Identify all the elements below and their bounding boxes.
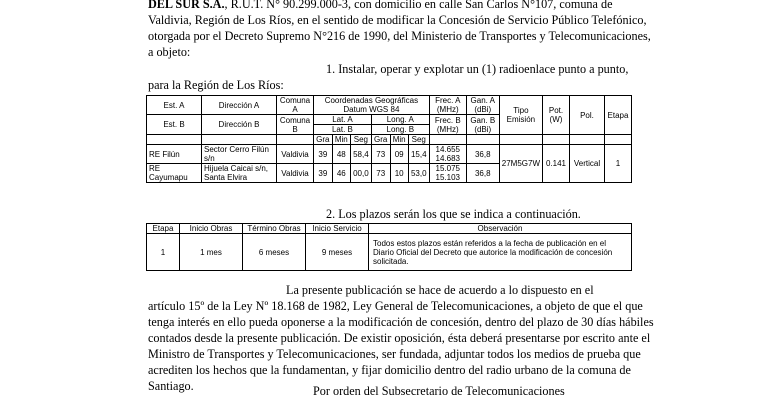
radio-link-table <box>146 95 632 183</box>
header-dir-a: Dirección A <box>202 96 277 115</box>
row2-lat-g: 39 <box>314 164 333 183</box>
header-frec-b: Frec. B (MHz) <box>429 115 466 135</box>
header-lat-a: Lat. A <box>314 115 372 125</box>
cell-inicio-obras: 1 mes <box>180 234 243 271</box>
row1-lon-m: 09 <box>390 145 408 164</box>
row1-lon-s: 15,4 <box>408 145 429 164</box>
cell-tipo-emision: 27M5G7W <box>499 145 542 183</box>
closing-text: Por orden del Subsecretario de Telecomunicaciones <box>313 384 565 398</box>
header-comuna-b: Comuna B <box>277 115 314 135</box>
header-lon-gra: Gra <box>371 135 390 145</box>
schedule-table <box>146 223 632 271</box>
header-polarizacion: Pol. <box>570 96 605 135</box>
body-line-4: contados desde la presente publicación. De existir oposición, ésta deberá presentarse por escrito ante el <box>148 331 651 345</box>
cell-blank-est <box>147 135 202 145</box>
cell-observacion: Todos estos plazos están referidos a la fecha de publicación en el Diario Oficial del Decreto que autorice la modificación de concesión solicitada. <box>369 234 632 271</box>
header-etapa: Etapa <box>605 96 632 135</box>
cell-inicio-servicio: 9 meses <box>306 234 369 271</box>
cell-etapa: 1 <box>147 234 180 271</box>
header-lat-b: Lat. B <box>314 125 372 135</box>
cell-blank-dir <box>202 135 277 145</box>
cell-blank-gan <box>466 135 499 145</box>
row1-gan: 36,8 <box>466 145 499 164</box>
row2-lon-m: 10 <box>390 164 408 183</box>
intro-line-1 <box>148 0 630 12</box>
company-name: DEL SUR S.A. <box>148 0 225 11</box>
header-observacion: Observación <box>369 224 632 234</box>
row2-lat-m: 46 <box>332 164 350 183</box>
intro-line-1-rest: , R.U.T. N° 90.299.000-3, con domicilio en calle San Carlos N°107, comuna de <box>224 0 613 11</box>
intro-line-2: Valdivia, Región de Los Ríos, en el sentido de modificar la Concesión de Servicio Público Telefónico, <box>148 13 647 27</box>
row1-frec-2: 14.683 <box>435 154 460 163</box>
row1-lat-m: 48 <box>332 145 350 164</box>
body-paragraph <box>148 282 654 394</box>
row2-comuna: Valdivia <box>277 164 314 183</box>
header-lon-min: Min <box>390 135 408 145</box>
row1-frec-1: 14.655 <box>435 145 460 154</box>
row1-frec <box>429 145 466 164</box>
row2-frec-2: 15.103 <box>435 173 460 182</box>
body-line-7: Santiago. <box>148 379 194 393</box>
header-termino-obras: Término Obras <box>243 224 306 234</box>
header-long-b: Long. B <box>371 125 429 135</box>
region-text: para la Región de Los Ríos: <box>148 78 284 92</box>
row1-comuna: Valdivia <box>277 145 314 164</box>
body-line-3: tenga interés en ello pueda oponerse a la modificación de concesión, dentro del plazo de 30 días hábiles <box>148 315 654 329</box>
intro-paragraph <box>148 0 651 60</box>
body-line-6: acrediten los hechos que la fundamentan, y fijar domicilio dentro del radio urbano de la comuna de <box>148 363 631 377</box>
cell-blank-frec <box>429 135 466 145</box>
body-line-1: La presente publicación se hace de acuerdo a lo dispuesto en el <box>286 283 594 297</box>
row1-lat-s: 58,4 <box>350 145 371 164</box>
table-row <box>147 145 632 164</box>
header-inicio-obras: Inicio Obras <box>180 224 243 234</box>
cell-etapa: 1 <box>605 145 632 183</box>
table-row <box>147 234 632 271</box>
header-est-a: Est. A <box>147 96 202 115</box>
row2-frec-1: 15.075 <box>435 164 460 173</box>
cell-termino-obras: 6 meses <box>243 234 306 271</box>
cell-blank-comuna <box>277 135 314 145</box>
row1-est: RE Filún <box>147 145 202 164</box>
cell-polarizacion: Vertical <box>570 145 605 183</box>
item-1-text: 1. Instalar, operar y explotar un (1) radioenlace punto a punto, <box>326 62 629 76</box>
row2-dir: Hijuela Caicai s/n, Santa Elvira <box>202 164 277 183</box>
row2-lon-g: 73 <box>371 164 390 183</box>
header-gan-a: Gan. A (dBi) <box>466 96 499 115</box>
cell-blank-pol <box>570 135 605 145</box>
header-frec-a: Frec. A (MHz) <box>429 96 466 115</box>
row2-lon-s: 53,0 <box>408 164 429 183</box>
row2-lat-s: 00,0 <box>350 164 371 183</box>
header-dir-b: Dirección B <box>202 115 277 135</box>
row1-lat-g: 39 <box>314 145 333 164</box>
row2-gan: 36,8 <box>466 164 499 183</box>
cell-potencia: 0.141 <box>543 145 570 183</box>
intro-line-3: otorgada por el Decreto Supremo N°216 de 1990, del Ministerio de Transportes y Telecomunicaciones, <box>148 29 651 43</box>
cell-blank-tipo <box>499 135 542 145</box>
header-comuna-a: Comuna A <box>277 96 314 115</box>
body-line-5: Ministro de Transportes y Telecomunicaciones, ser fundada, adjuntar todos los medios de prueba que <box>148 347 641 361</box>
header-coordinates: Coordenadas Geográficas Datum WGS 84 <box>314 96 430 115</box>
row2-frec <box>429 164 466 183</box>
cell-blank-pot <box>543 135 570 145</box>
body-line-2: artículo 15º de la Ley Nº 18.168 de 1982, Ley General de Telecomunicaciones, a objeto de que el que <box>148 299 643 313</box>
header-lat-min: Min <box>332 135 350 145</box>
item-2-text: 2. Los plazos serán los que se indica a continuación. <box>326 207 581 221</box>
cell-blank-etapa <box>605 135 632 145</box>
header-lon-seg: Seg <box>408 135 429 145</box>
header-etapa: Etapa <box>147 224 180 234</box>
header-gan-b: Gan. B (dBi) <box>466 115 499 135</box>
header-tipo-emision: Tipo Emisión <box>499 96 542 135</box>
header-est-b: Est. B <box>147 115 202 135</box>
row1-dir: Sector Cerro Filún s/n <box>202 145 277 164</box>
header-lat-seg: Seg <box>350 135 371 145</box>
header-long-a: Long. A <box>371 115 429 125</box>
header-potencia: Pot. (W) <box>543 96 570 135</box>
intro-line-4: a objeto: <box>148 45 191 59</box>
header-inicio-servicio: Inicio Servicio <box>306 224 369 234</box>
header-lat-gra: Gra <box>314 135 333 145</box>
row2-est: RE Cayumapu <box>147 164 202 183</box>
row1-lon-g: 73 <box>371 145 390 164</box>
